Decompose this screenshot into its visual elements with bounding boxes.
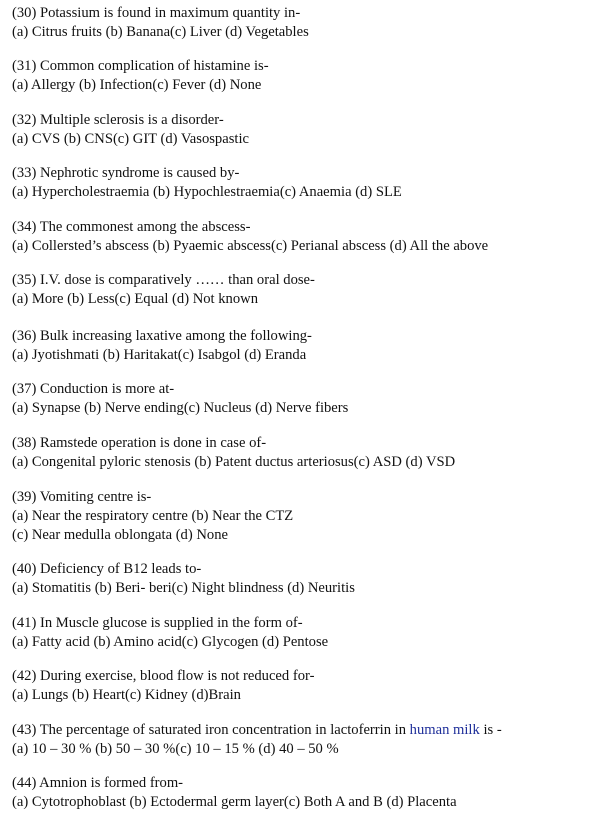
question-stem: (33) Nephrotic syndrome is caused by- (12, 165, 240, 181)
question-options: (a) Collersted’s abscess (b) Pyaemic abscess(c) Perianal abscess (d) All the above (12, 238, 489, 254)
question-36 (12, 327, 607, 365)
question-stem: (32) Multiple sclerosis is a disorder- (12, 112, 224, 128)
question-37 (12, 380, 607, 418)
question-options: (a) Synapse (b) Nerve ending(c) Nucleus (d) Nerve fibers (12, 400, 349, 416)
question-options: (a) Stomatitis (b) Beri- beri(c) Night blindness (d) Neuritis (12, 580, 355, 596)
stem-text-end: is - (479, 722, 502, 738)
question-41 (12, 614, 607, 652)
question-options: (a) Cytotrophoblast (b) Ectodermal germ layer(c) Both A and B (d) Placenta (12, 794, 457, 810)
question-43 (12, 721, 607, 759)
question-stem: (35) I.V. dose is comparatively …… than oral dose- (12, 272, 315, 288)
question-stem: (34) The commonest among the abscess- (12, 219, 251, 235)
stem-text: (43) The percentage of saturated iron concentration in lactoferrin in (12, 722, 410, 738)
question-stem: (37) Conduction is more at- (12, 381, 175, 397)
question-stem: (40) Deficiency of B12 leads to- (12, 561, 202, 577)
question-39 (12, 488, 607, 545)
question-stem: (41) In Muscle glucose is supplied in the form of- (12, 615, 303, 631)
question-44 (12, 774, 607, 812)
question-stem: (31) Common complication of histamine is- (12, 58, 269, 74)
question-options: (a) Lungs (b) Heart(c) Kidney (d)Brain (12, 687, 241, 703)
question-options: (a) Hypercholestraemia (b) Hypochlestraemia(c) Anaemia (d) SLE (12, 184, 402, 200)
question-stem: (39) Vomiting centre is- (12, 489, 152, 505)
question-42 (12, 667, 607, 705)
question-stem: (42) During exercise, blood flow is not reduced for- (12, 668, 315, 684)
question-31 (12, 57, 607, 95)
question-38 (12, 434, 607, 472)
question-options: (a) Fatty acid (b) Amino acid(c) Glycogen (d) Pentose (12, 634, 329, 650)
question-stem (12, 721, 607, 740)
question-40 (12, 560, 607, 598)
question-32 (12, 111, 607, 149)
question-options: (a) 10 – 30 % (b) 50 – 30 %(c) 10 – 15 % (d) 40 – 50 % (12, 741, 339, 757)
human-milk-link[interactable]: human milk (409, 722, 480, 738)
question-stem: (38) Ramstede operation is done in case of- (12, 435, 267, 451)
question-30 (12, 4, 607, 42)
question-options: (a) Congenital pyloric stenosis (b) Patent ductus arteriosus(c) ASD (d) VSD (12, 454, 456, 470)
question-35 (12, 271, 607, 309)
question-options: (a) Allergy (b) Infection(c) Fever (d) None (12, 77, 262, 93)
question-options: (a) Near the respiratory centre (b) Near the CTZ (12, 508, 294, 524)
question-stem: (36) Bulk increasing laxative among the following- (12, 328, 312, 344)
question-options: (a) More (b) Less(c) Equal (d) Not known (12, 291, 258, 307)
question-34 (12, 218, 607, 256)
question-options: (c) Near medulla oblongata (d) None (12, 527, 228, 543)
question-33 (12, 164, 607, 202)
question-options: (a) CVS (b) CNS(c) GIT (d) Vasospastic (12, 131, 249, 147)
question-options: (a) Jyotishmati (b) Haritakat(c) Isabgol (d) Eranda (12, 347, 307, 363)
question-stem: (44) Amnion is formed from- (12, 775, 184, 791)
question-stem: (30) Potassium is found in maximum quantity in- (12, 5, 301, 21)
question-options: (a) Citrus fruits (b) Banana(c) Liver (d) Vegetables (12, 24, 309, 40)
